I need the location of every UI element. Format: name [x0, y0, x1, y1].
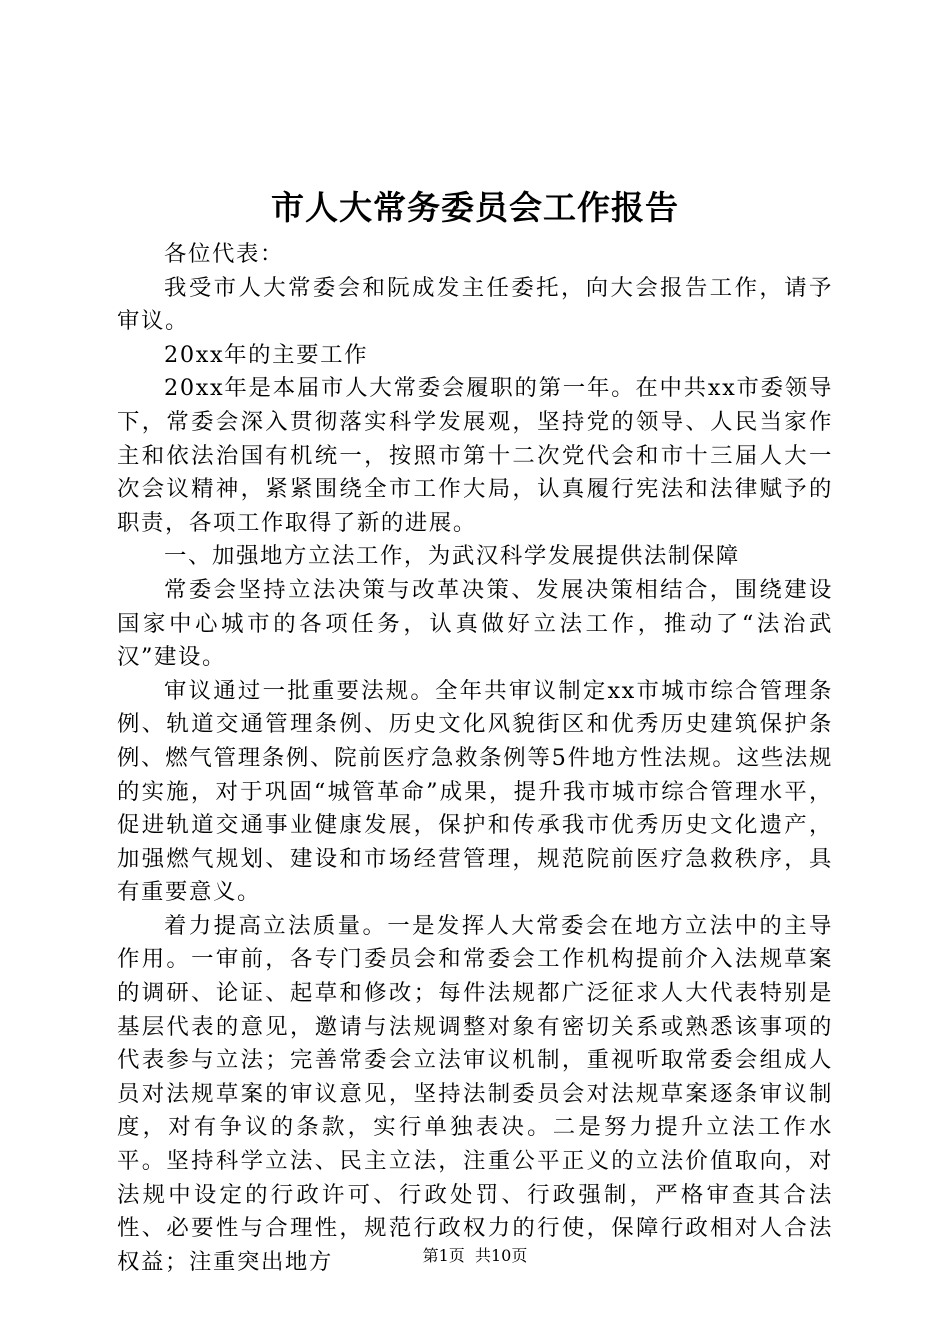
footer-spacer: [465, 1246, 475, 1265]
section-heading-main-work: 20xx年的主要工作: [164, 341, 369, 368]
page-footer: [0, 1244, 950, 1268]
paragraph-regulations-passed: 审议通过一批重要法规。全年共审议制定xx市城市综合管理条例、轨道交通管理条例、历史文化风貌街区和优秀历史建筑保护条例、燃气管理条例、院前医疗急救条例等5件地方性法规。这些法规的实施，对于巩固“城管革命”成果，提升我市城市综合管理水平，促进轨道交通事业健康发展，保护和传承我市优秀历史文化遗产，加强燃气规划、建设和市场经营管理，规范院前医疗急救秩序，具有重要意义。: [117, 677, 833, 906]
document-title: 市人大常务委员会工作报告: [271, 188, 679, 227]
section-heading-legislation: 一、加强地方立法工作，为武汉科学发展提供法制保障: [164, 543, 740, 570]
page-number: 第1页: [422, 1246, 465, 1265]
paragraph-legislation-quality: 着力提高立法质量。一是发挥人大常委会在地方立法中的主导作用。一审前，各专门委员会和常委会工作机构提前介入法规草案的调研、论证、起草和修改；每件法规都广泛征求人大代表特别是基层代表的意见，邀请与法规调整对象有密切关系或熟悉该事项的代表参与立法；完善常委会立法审议机制，重视听取常委会组成人员对法规草案的审议意见，坚持法制委员会对法规草案逐条审议制度，对有争议的条款，实行单独表决。二是努力提升立法工作水平。坚持科学立法、民主立法，注重公平正义的立法价值取向，对法规中设定的行政许可、行政处罚、行政强制，严格审查其合法性、必要性与合理性，规范行政权力的行使，保障行政相对人合法权益；注重突出地方: [117, 912, 833, 1275]
paragraph-legislation-summary: 常委会坚持立法决策与改革决策、发展决策相结合，围绕建设国家中心城市的各项任务，认真做好立法工作，推动了“法治武汉”建设。: [117, 576, 833, 671]
document-body: [117, 238, 833, 1279]
paragraph-salutation: 各位代表：: [164, 241, 284, 267]
page-total: 共10页: [474, 1246, 528, 1265]
paragraph-intro: 我受市人大常委会和阮成发主任委托，向大会报告工作，请予审议。: [117, 274, 833, 335]
paragraph-overview: 20xx年是本届市人大常委会履职的第一年。在中共xx市委领导下，常委会深入贯彻落实科学发展观，坚持党的领导、人民当家作主和依法治国有机统一，按照市第十二次党代会和市十三届人大一次会议精神，紧紧围绕全市工作大局，认真履行宪法和法律赋予的职责，各项工作取得了新的进展。: [117, 375, 833, 536]
